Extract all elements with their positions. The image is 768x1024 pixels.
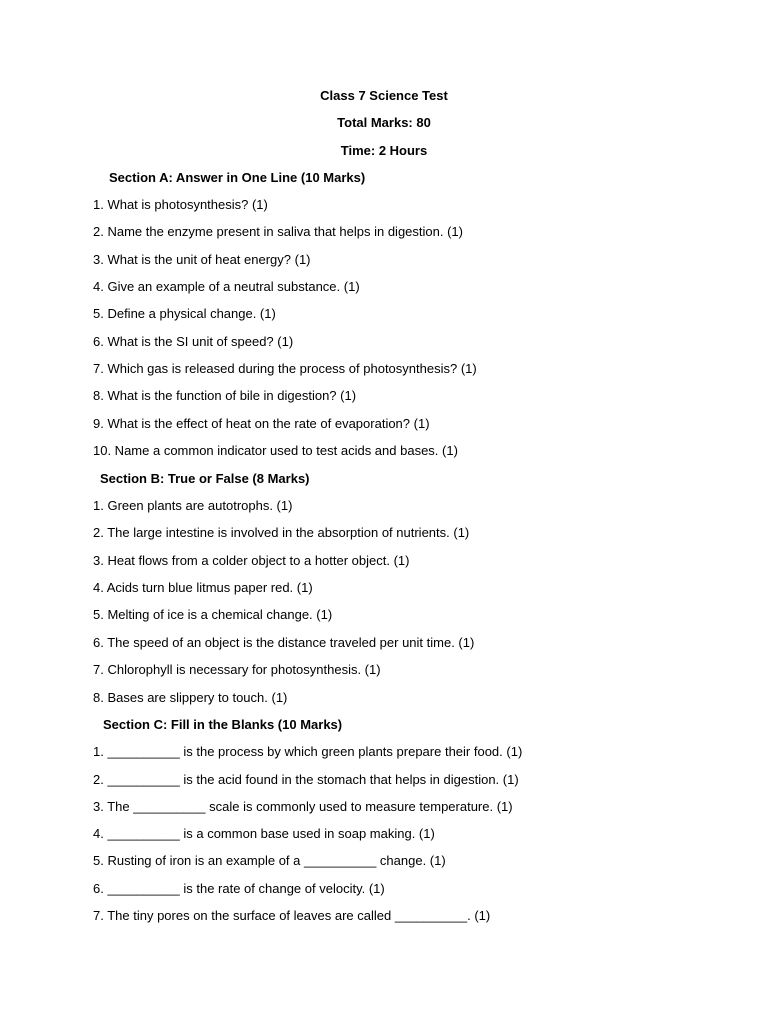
section-a-question: 3. What is the unit of heat energy? (1)	[93, 252, 311, 267]
section-a-question: 4. Give an example of a neutral substance. (1)	[93, 279, 360, 294]
section-c-question: 1. __________ is the process by which green plants prepare their food. (1)	[93, 744, 523, 759]
section-a-heading: Section A: Answer in One Line (10 Marks)	[109, 170, 366, 185]
section-a-question: 10. Name a common indicator used to test acids and bases. (1)	[93, 443, 458, 458]
total-marks: Total Marks: 80	[337, 115, 431, 130]
time-allowed: Time: 2 Hours	[340, 143, 428, 158]
section-a-question: 1. What is photosynthesis? (1)	[93, 197, 268, 212]
section-a-question: 6. What is the SI unit of speed? (1)	[93, 334, 294, 349]
section-c-question: 5. Rusting of iron is an example of a __________ change. (1)	[93, 853, 446, 868]
section-c-question: 3. The __________ scale is commonly used to measure temperature. (1)	[93, 799, 513, 814]
section-b-question: 2. The large intestine is involved in the absorption of nutrients. (1)	[93, 525, 470, 540]
section-a-question: 7. Which gas is released during the process of photosynthesis? (1)	[93, 361, 477, 376]
document-title: Class 7 Science Test	[320, 88, 448, 103]
section-b-question: 3. Heat flows from a colder object to a hotter object. (1)	[93, 553, 410, 568]
section-c-heading: Section C: Fill in the Blanks (10 Marks)	[103, 717, 343, 732]
section-a-question: 9. What is the effect of heat on the rate of evaporation? (1)	[93, 416, 430, 431]
section-a-question: 8. What is the function of bile in digestion? (1)	[93, 388, 357, 403]
section-c-question: 7. The tiny pores on the surface of leaves are called __________. (1)	[93, 908, 491, 923]
section-b-question: 6. The speed of an object is the distance traveled per unit time. (1)	[93, 635, 475, 650]
section-b-question: 4. Acids turn blue litmus paper red. (1)	[93, 580, 313, 595]
section-c-question: 2. __________ is the acid found in the stomach that helps in digestion. (1)	[93, 772, 519, 787]
section-c-question: 4. __________ is a common base used in soap making. (1)	[93, 826, 435, 841]
section-b-question: 5. Melting of ice is a chemical change. (1)	[93, 607, 333, 622]
section-b-question: 1. Green plants are autotrophs. (1)	[93, 498, 293, 513]
section-b-question: 7. Chlorophyll is necessary for photosynthesis. (1)	[93, 662, 381, 677]
section-b-heading: Section B: True or False (8 Marks)	[100, 471, 310, 486]
section-a-question: 2. Name the enzyme present in saliva that helps in digestion. (1)	[93, 224, 463, 239]
section-c-question: 6. __________ is the rate of change of velocity. (1)	[93, 881, 385, 896]
section-b-question: 8. Bases are slippery to touch. (1)	[93, 690, 288, 705]
section-a-question: 5. Define a physical change. (1)	[93, 306, 276, 321]
